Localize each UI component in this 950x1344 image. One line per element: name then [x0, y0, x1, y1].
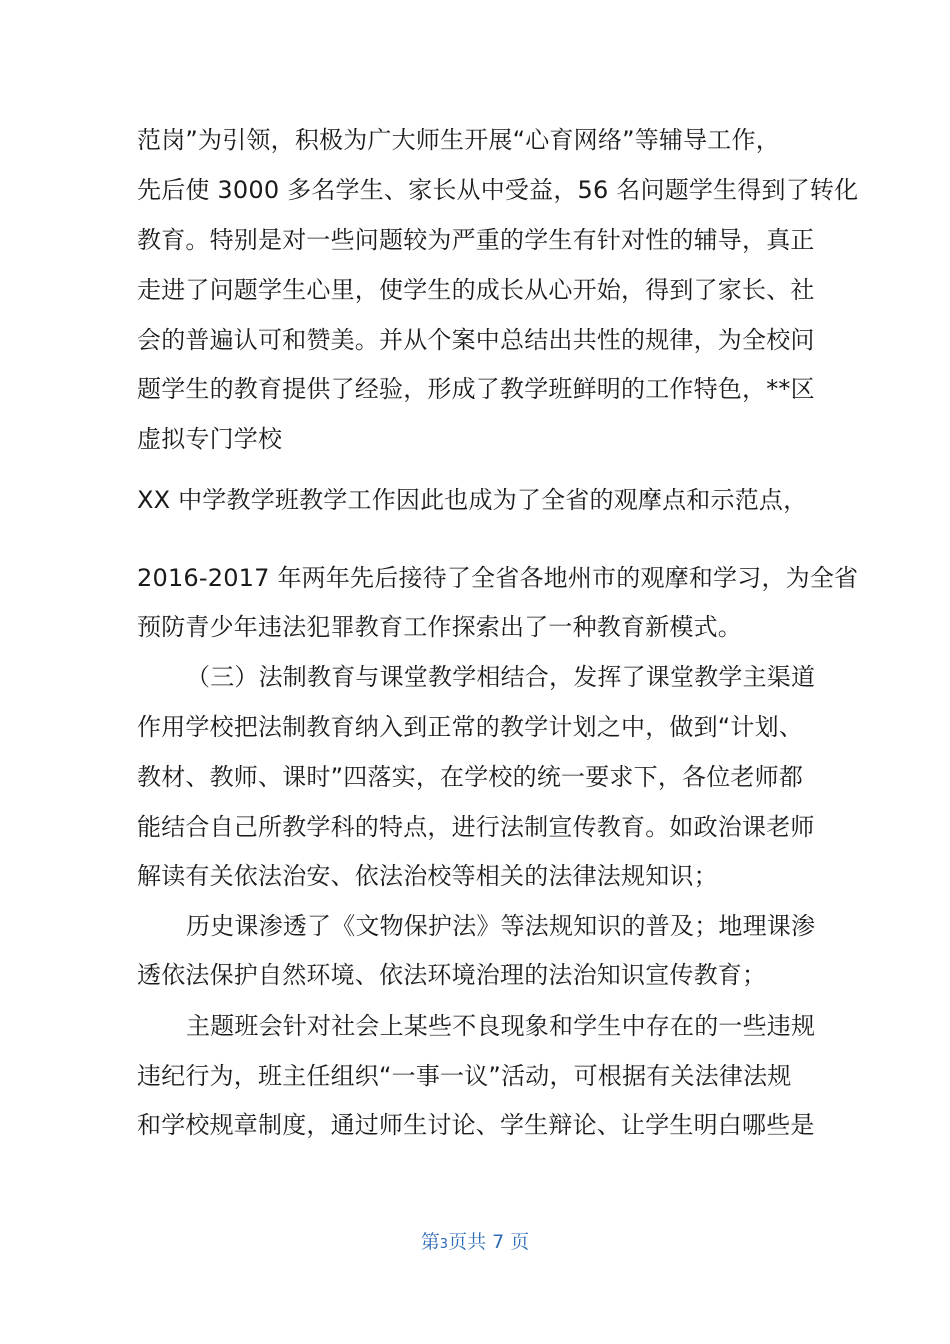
text-line: 教材、教师、课时”四落实，在学校的统一要求下，各位老师都 [137, 763, 804, 791]
text-line: 违纪行为，班主任组织“一事一议”活动，可根据有关法律法规 [137, 1062, 792, 1090]
text-line: 作用学校把法制教育纳入到正常的教学计划之中，做到“计划、 [137, 713, 804, 741]
text-line: 虚拟专门学校 [137, 425, 283, 453]
footer-page-number: 3 [439, 1237, 449, 1252]
text-line: XX 中学教学班教学工作因此也成为了全省的观摩点和示范点， [137, 486, 808, 514]
text-line: 和学校规章制度，通过师生讨论、学生辩论、让学生明白哪些是 [137, 1111, 815, 1139]
text-line: 会的普遍认可和赞美。并从个案中总结出共性的规律，为全校问 [137, 326, 815, 354]
text-line: 走进了问题学生心里，使学生的成长从心开始，得到了家长、社 [137, 276, 815, 304]
text-line: 能结合自己所教学科的特点，进行法制宣传教育。如政治课老师 [137, 813, 815, 841]
footer-suffix: 页共 7 页 [448, 1231, 530, 1253]
text-line: 解读有关依法治安、依法治校等相关的法律法规知识； [137, 862, 718, 890]
paragraph-first-line: 历史课渗透了《文物保护法》等法规知识的普及；地理课渗 [186, 912, 816, 940]
text-line: 教育。特别是对一些问题较为严重的学生有针对性的辅导，真正 [137, 226, 815, 254]
text-line: 预防青少年违法犯罪教育工作探索出了一种教育新模式。 [137, 613, 742, 641]
section-heading-line: （三）法制教育与课堂教学相结合，发挥了课堂教学主渠道 [186, 663, 816, 691]
page-footer [0, 1227, 950, 1254]
text-line: 范岗”为引领，积极为广大师生开展“心育网络”等辅导工作， [137, 126, 780, 154]
footer-prefix: 第 [420, 1231, 440, 1253]
text-line: 透依法保护自然环境、依法环境治理的法治知识宣传教育； [137, 961, 767, 989]
paragraph-first-line: 主题班会针对社会上某些不良现象和学生中存在的一些违规 [186, 1012, 816, 1040]
text-line: 先后使 3000 多名学生、家长从中受益，56 名问题学生得到了转化 [137, 176, 859, 204]
text-line: 题学生的教育提供了经验，形成了教学班鲜明的工作特色，**区 [137, 375, 815, 403]
text-line: 2016-2017 年两年先后接待了全省各地州市的观摩和学习，为全省 [137, 564, 859, 592]
